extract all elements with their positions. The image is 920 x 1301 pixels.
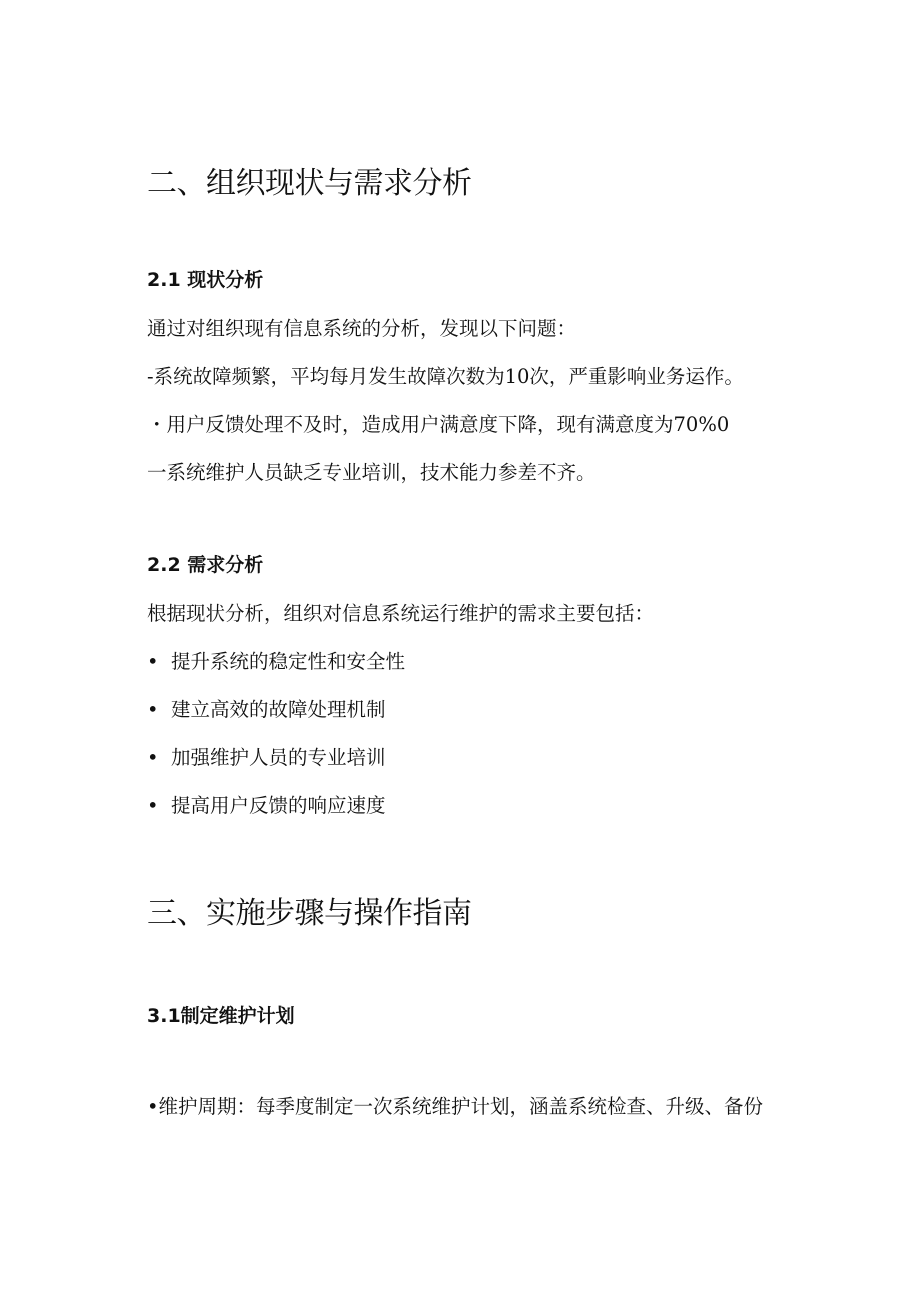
bullet-icon: • [147, 650, 159, 673]
subsection-2-2-intro: 根据现状分析，组织对信息系统运行维护的需求主要包括： [147, 602, 655, 625]
maintenance-cycle-line: •维护周期：每季度制定一次系统维护计划，涵盖系统检查、升级、备份 [147, 1095, 764, 1118]
issue-item-3: 一系统维护人员缺乏专业培训，技术能力参差不齐。 [147, 461, 596, 484]
subsection-2-1-intro: 通过对组织现有信息系统的分析，发现以下问题： [147, 317, 577, 340]
section-3-heading: 三、实施步骤与操作指南 [147, 896, 472, 931]
bullet-icon: • [147, 794, 159, 817]
subsection-2-2-heading: 2.2 需求分析 [147, 554, 264, 576]
issue-item-2: ・用户反馈处理不及时，造成用户满意度下降，现有满意度为70%0 [147, 413, 730, 436]
requirement-item [147, 649, 405, 675]
requirement-item [147, 745, 386, 771]
requirement-text: 提高用户反馈的响应速度 [171, 794, 386, 817]
requirement-text: 加强维护人员的专业培训 [171, 746, 386, 769]
requirement-text: 建立高效的故障处理机制 [171, 698, 386, 721]
requirement-item [147, 793, 386, 819]
requirement-item [147, 697, 386, 723]
section-2-heading: 二、组织现状与需求分析 [147, 166, 472, 201]
issue-item-1: -系统故障频繁，平均每月发生故障次数为10次，严重影响业务运作。 [147, 365, 744, 388]
requirement-text: 提升系统的稳定性和安全性 [171, 650, 406, 673]
subsection-2-1-heading: 2.1 现状分析 [147, 269, 264, 291]
bullet-icon: • [147, 746, 159, 769]
subsection-3-1-heading: 3.1制定维护计划 [147, 1005, 295, 1027]
bullet-icon: • [147, 698, 159, 721]
